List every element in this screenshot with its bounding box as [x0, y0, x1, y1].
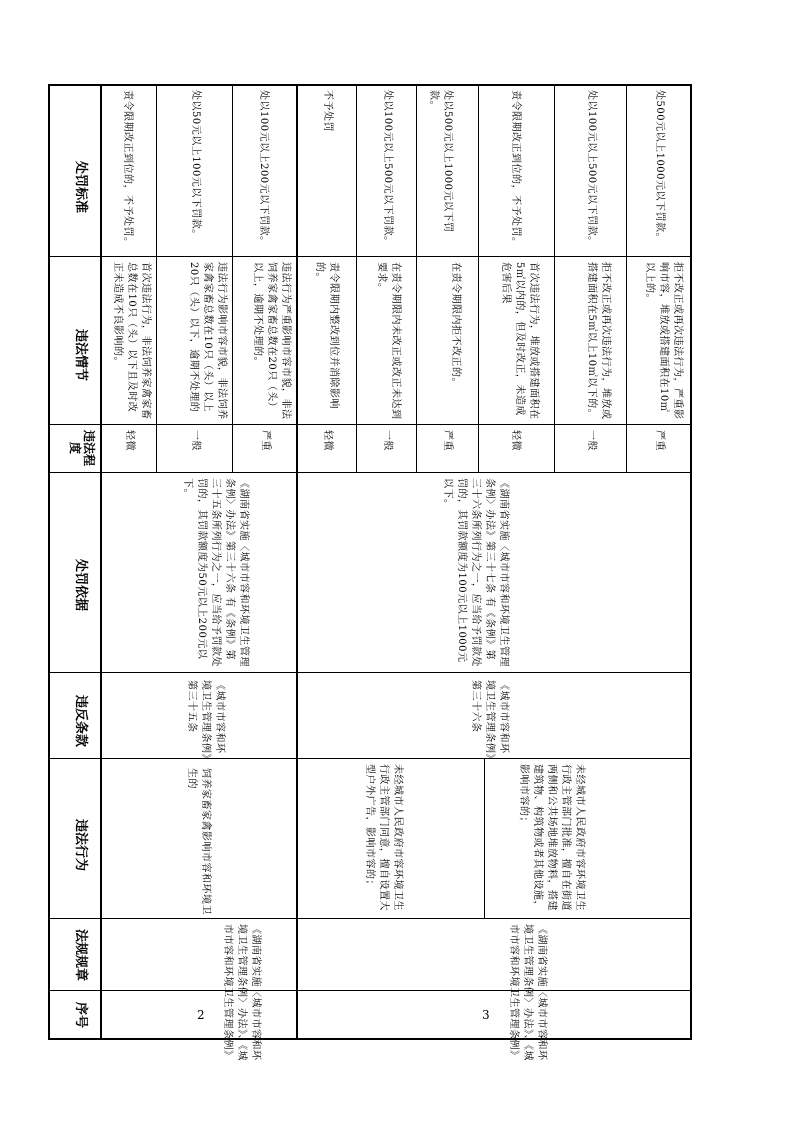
- row3-l3-standard: 处以500元以上1000元以下罚款。: [428, 90, 453, 233]
- row3-l5-circumstance: 拒不改正或再次违法行为，堆放或搭建面积在5㎡以上10㎡以下的。: [586, 262, 611, 420]
- header-standard: 处罚标准: [73, 160, 88, 213]
- row2-behavior: 饲养家畜家禽影响市容和环境卫生的: [186, 768, 211, 915]
- row3-l4-standard: 责令限期改正到位的，不予处罚。: [510, 90, 521, 248]
- row3-seq: 3: [482, 1008, 490, 1022]
- row2-basis: 《湖南省实施〈城市市容和环境卫生管理条例〉办法》第三十六条 有《条例》第三十五条所列行为之一，应当给予罚款处罚的，其罚款额度为50元以上200元以下。: [182, 478, 249, 667]
- row3-l5-degree: 一般: [586, 430, 597, 451]
- row2-l3-standard: 处以100元以上200元以下罚款。: [258, 90, 269, 247]
- header-article: 违反条款: [73, 694, 88, 747]
- row2-l2-degree: 一般: [190, 430, 201, 451]
- row3-l1-circumstance: 责令限期内整改到位并消除影响的。: [314, 262, 339, 409]
- row3-l3-circumstance: 在责令期限内拒不改正的。: [450, 262, 461, 388]
- row3-basis: 《湖南省实施〈城市市容和环境卫生管理条例〉办法》第三十七条 有《条例》第三十六条所列行为之一，应当给予罚款处罚的，其罚款额度为100元以上1000元以下。: [442, 478, 509, 667]
- header-circumstance: 违法情节: [73, 328, 88, 381]
- row3-l6-degree: 严重: [654, 430, 665, 451]
- row3-article: 《城市市容和环境卫生管理条例》第三十六条: [470, 680, 509, 759]
- row3-behavior-2: 未经城市人民政府市容环境卫生行政主管部门批准，擅自在街道两侧和公共场地堆放物料，搭建建筑物、构筑物或者其他设施，影响市容的；: [518, 764, 585, 911]
- row2-l1-degree: 轻微: [124, 430, 135, 451]
- row3-l5-standard: 处以100元以上500元以下罚款。: [586, 90, 597, 247]
- row2-article: 《城市市容和环境卫生管理条例》第三十五条: [186, 680, 225, 759]
- row2-l2-circumstance: 违法行为影响市容市貌，非法饲养家禽家畜总数在10只（头）以上20只（头）以下，逾期不处理的: [188, 262, 227, 420]
- row3-l6-standard: 处500元以上1000元以下罚款。: [654, 90, 665, 244]
- header-seq: 序号: [73, 1001, 88, 1028]
- row3-l4-circumstance: 首次违法行为，堆放或搭建面积在5㎡以内的，但及时改正，未造成危害后果: [500, 262, 539, 420]
- row2-l1-standard: 责令限期改正到位的，不予处罚。: [122, 90, 133, 248]
- row2-l2-standard: 处以50元以上100元以下罚款。: [190, 90, 201, 240]
- row3-l2-degree: 一般: [382, 430, 393, 451]
- row3-l2-standard: 处以100元以上500元以下罚款。: [382, 90, 393, 247]
- row2-regulation: 《湖南省实施〈城市市容和环境卫生管理条例〉办法》、《城市市容和环境卫生管理条例》: [222, 924, 261, 1061]
- header-behavior: 违法行为: [73, 818, 88, 871]
- row3-regulation: 《湖南省实施〈城市市容和环境卫生管理条例〉办法》、《城市市容和环境卫生管理条例》: [508, 924, 547, 1061]
- row3-l6-circumstance: 拒不改正或再次违法行为，严重影响市容，堆放或搭建面积在10㎡以上的。: [644, 262, 683, 420]
- row3-l1-degree: 轻微: [322, 430, 333, 451]
- row3-l4-degree: 轻微: [510, 430, 521, 451]
- header-basis: 处罚依据: [73, 558, 88, 611]
- row2-l1-circumstance: 首次违法行为，非法饲养家禽家畜总数在10只（头）以下且及时改正未造成不良影响的。: [112, 262, 151, 420]
- row3-behavior-1: 未经城市人民政府市容环境卫生行政主管部门同意，擅自设置大型户外广告，影响市容的；: [364, 764, 403, 911]
- row2-seq: 2: [197, 1008, 205, 1022]
- row3-l1-standard: 不予处罚: [322, 90, 333, 132]
- row2-l3-degree: 严重: [260, 430, 271, 451]
- row3-l2-circumstance: 在责令期限内未改正或改正未达到要求。: [376, 262, 401, 420]
- row3-l3-degree: 严重: [442, 430, 453, 451]
- header-degree: 违法程度: [68, 430, 96, 467]
- row2-l3-circumstance: 违法行为严重影响市容市貌，非法饲养家禽家畜总数在20只（头）以上，逾期不处理的。: [252, 262, 291, 420]
- header-regulation: 法规规章: [73, 928, 88, 981]
